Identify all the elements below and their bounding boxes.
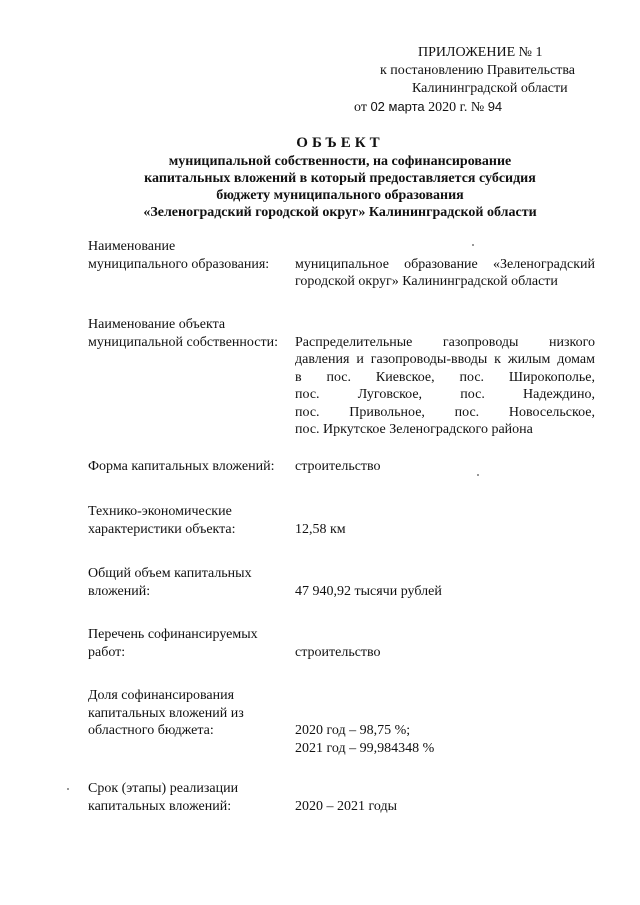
- label-line: Наименование: [88, 239, 176, 254]
- row-value: [295, 644, 595, 662]
- label-line: капитальных вложений:: [88, 798, 232, 814]
- appendix-date-line: [340, 98, 600, 117]
- label-line: Доля софинансирования: [88, 688, 235, 703]
- row-value: [295, 798, 595, 816]
- value-line: 2021 год – 99,984348 %: [295, 740, 435, 756]
- value-line: пос. Иркутское Зеленоградского района: [295, 422, 533, 437]
- label-line: капитальных вложений из: [88, 705, 244, 721]
- row-label: [88, 238, 293, 273]
- label-line: муниципального образования:: [88, 256, 270, 272]
- title-line: муниципальной собственности, на софинансирование: [168, 154, 512, 169]
- appendix-date-prefix: от: [354, 100, 367, 115]
- title-line: бюджету муниципального образования: [216, 188, 464, 203]
- label-line: работ:: [88, 644, 126, 660]
- row-value: [295, 583, 595, 601]
- document-title: [60, 135, 620, 221]
- title-line: капитальных вложений в который предоставляется субсидия: [144, 171, 536, 186]
- row-label: [88, 458, 293, 476]
- label-line: Форма капитальных вложений:: [88, 459, 275, 474]
- appendix-resolution-line: к постановлению Правительства: [380, 63, 576, 78]
- appendix-title: ПРИЛОЖЕНИЕ № 1: [418, 45, 543, 60]
- row-value: [295, 521, 595, 539]
- row-label: [88, 565, 293, 600]
- title-main: ОБЪЕКТ: [296, 135, 384, 151]
- row-label: [88, 316, 293, 351]
- value-line: давления и газопроводы-вводы к жилым домам: [295, 352, 595, 367]
- label-line: Перечень софинансируемых: [88, 627, 258, 642]
- appendix-number: 94: [487, 99, 503, 114]
- appendix-year: 2020 г. №: [428, 100, 485, 115]
- label-line: Наименование объекта: [88, 317, 226, 332]
- label-line: Общий объем капитальных: [88, 566, 252, 581]
- value-line: пос. Привольное, пос. Новосельское,: [295, 404, 595, 420]
- value-line: 12,58 км: [295, 521, 346, 537]
- value-line: 2020 – 2021 годы: [295, 798, 398, 814]
- row-value: [295, 458, 595, 476]
- value-line: в пос. Киевское, пос. Широкополье,: [295, 369, 595, 385]
- value-line: Распределительные газопроводы низкого: [295, 334, 595, 350]
- label-line: муниципальной собственности:: [88, 334, 278, 350]
- value-line: 47 940,92 тысячи рублей: [295, 583, 442, 599]
- row-label: [88, 780, 293, 815]
- row-value: [295, 256, 595, 291]
- value-line: городской округ» Калининградской области: [295, 274, 558, 289]
- label-line: Срок (этапы) реализации: [88, 781, 239, 796]
- scan-speck: [477, 474, 479, 476]
- label-line: областного бюджета:: [88, 723, 214, 738]
- row-value: [295, 334, 595, 439]
- value-line: пос. Луговское, пос. Надеждино,: [295, 387, 595, 402]
- label-line: характеристики объекта:: [88, 521, 236, 537]
- row-value: [295, 722, 595, 757]
- row-label: [88, 687, 293, 740]
- label-line: вложений:: [88, 583, 151, 599]
- title-line: «Зеленоградский городской округ» Калининградской области: [143, 205, 537, 220]
- label-line: Технико-экономические: [88, 504, 232, 519]
- value-line: строительство: [295, 644, 381, 660]
- appendix-region-line: Калининградской области: [412, 81, 568, 96]
- appendix-date: 02 марта: [370, 99, 425, 114]
- scan-speck: [472, 244, 474, 246]
- row-label: [88, 626, 293, 661]
- value-line: муниципальное образование «Зеленоградский: [295, 256, 595, 272]
- scan-speck: [67, 788, 69, 790]
- value-line: строительство: [295, 459, 381, 474]
- row-label: [88, 503, 293, 538]
- appendix-header: [340, 44, 600, 117]
- value-line: 2020 год – 98,75 %;: [295, 723, 411, 738]
